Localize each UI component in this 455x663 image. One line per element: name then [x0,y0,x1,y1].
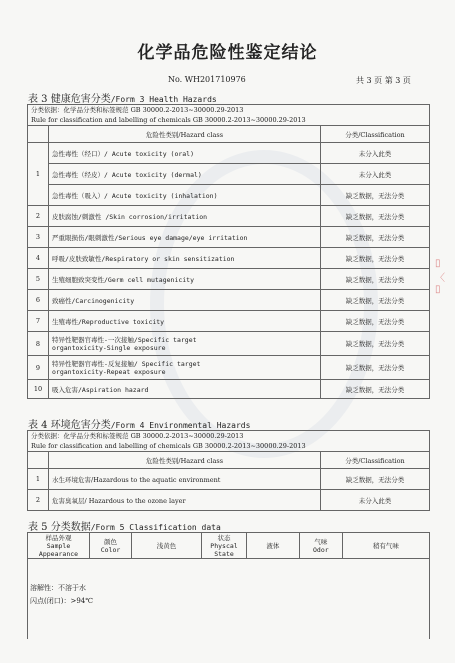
table3-basis [28,105,430,126]
table4-heading-en: /Form 4 Environmental Hazards [110,421,251,430]
row-number: 2 [28,206,49,227]
row-number: 9 [28,356,49,380]
basis-en: Rule for classification and labelling of chemicals GB 30000.2-2013~30000.29-2013 [31,442,306,450]
hazard-result: 缺乏数据，无法分类 [321,380,430,399]
environmental-hazard-table [27,430,430,511]
hazard-name-line2: organtoxicity-Single exposure [52,344,166,352]
cell-value: 液体 [247,533,300,559]
hazard-name [49,332,321,356]
flash-point-text: 闪点(闭口)：>94℃ [30,597,94,605]
hazard-name-line2: organtoxicity-Repeat exposure [52,368,166,376]
table5-heading-cn: 表 5 分类数据 [28,522,91,533]
cell-label: 状态 Physcal State [202,533,247,559]
hazard-result: 缺乏数据，无法分类 [321,290,430,311]
col-classification: 分类/Classification [321,452,430,469]
hazard-result: 缺乏数据，无法分类 [321,227,430,248]
document-title: 化学品危险性鉴定结论 [137,43,318,63]
page-count: 共 3 页 第 3 页 [356,76,411,85]
hazard-result: 缺乏数据，无法分类 [321,332,430,356]
hazard-result: 未分入此类 [321,143,430,164]
hazard-name: 水生环境危害/Hazardous to the aquatic environment [49,469,321,490]
health-hazard-table [27,104,430,399]
cell-value: 浅黄色 [132,533,202,559]
seal-mark: ▯ 〈 ▯ [435,258,445,295]
table4-basis [28,431,430,452]
hazard-name: 致癌性/Carcinogenicity [49,290,321,311]
basis-en: Rule for classification and labelling of chemicals GB 30000.2-2013~30000.29-2013 [31,116,306,124]
hazard-result: 缺乏数据，无法分类 [321,248,430,269]
row-number: 3 [28,227,49,248]
hazard-result: 缺乏数据，无法分类 [321,185,430,206]
col-hazard-class: 危险性类别/Hazard class [49,452,321,469]
classification-data-table [27,532,430,639]
hazard-result: 缺乏数据，无法分类 [321,469,430,490]
row-number: 2 [28,490,49,511]
table3-heading [28,90,217,105]
row-number: 5 [28,269,49,290]
row-number: 10 [28,380,49,399]
basis-cn: 分类依据：化学品分类和标签规范 GB 30000.2-2013~30000.29-2013 [31,106,244,114]
hazard-name: 皮肤腐蚀/刺激性 /Skin corrosion/irritation [49,206,321,227]
cell-label: 样品外观 Sample Appearance [28,533,90,559]
cell-label: 气味 Odor [299,533,342,559]
row-number: 6 [28,290,49,311]
cell-value: 稍有气味 [342,533,429,559]
hazard-name: 急性毒性（经皮）/ Acute toxicity (dermal) [49,164,321,185]
col-classification: 分类/Classification [321,126,430,143]
row-number: 7 [28,311,49,332]
hazard-result: 缺乏数据，无法分类 [321,356,430,380]
row-number: 4 [28,248,49,269]
table4-heading [28,416,250,431]
row-number: 1 [28,143,49,206]
document-number: No. WH201710976 [168,75,246,84]
hazard-name: 危害臭氧层/ Hazardous to the ozone layer [49,490,321,511]
hazard-name-line1: 特异性靶器官毒性-一次接触/Specific target [52,336,197,344]
hazard-result: 缺乏数据，无法分类 [321,206,430,227]
row-number: 8 [28,332,49,356]
hazard-result: 缺乏数据，无法分类 [321,269,430,290]
cell-label: 颜色 Color [90,533,132,559]
hazard-result: 缺乏数据，无法分类 [321,311,430,332]
hazard-name: 急性毒性（吸入）/ Acute toxicity (inhalation) [49,185,321,206]
hazard-name: 呼吸/皮肤致敏性/Respiratory or skin sensitization [49,248,321,269]
table5-heading-en: /Form 5 Classification data [90,523,221,532]
basis-cn: 分类依据：化学品分类和标签规范 GB 30000.2-2013~30000.29-2013 [31,432,244,440]
row-number: 1 [28,469,49,490]
hazard-name: 严重眼损伤/眼刺激性/Serious eye damage/eye irritation [49,227,321,248]
hazard-name [49,356,321,380]
table3-heading-en: /Form 3 Health Hazards [110,95,217,104]
hazard-name-line1: 特异性靶器官毒性-反复接触/ Specific target [52,360,201,368]
table3-heading-cn: 表 3 健康危害分类 [28,94,111,105]
hazard-name: 生殖毒性/Reproductive toxicity [49,311,321,332]
hazard-name: 吸入危害/Aspiration hazard [49,380,321,399]
solubility-text: 溶解性：不溶于水 [30,584,86,592]
hazard-name: 生殖细胞致突变性/Germ cell mutagenicity [49,269,321,290]
hazard-result: 未分入此类 [321,164,430,185]
table4-heading-cn: 表 4 环境危害分类 [28,420,111,431]
table5-heading [28,518,221,533]
hazard-name: 急性毒性（经口）/ Acute toxicity (oral) [49,143,321,164]
col-hazard-class: 危险性类别/Hazard class [49,126,321,143]
hazard-result: 未分入此类 [321,490,430,511]
